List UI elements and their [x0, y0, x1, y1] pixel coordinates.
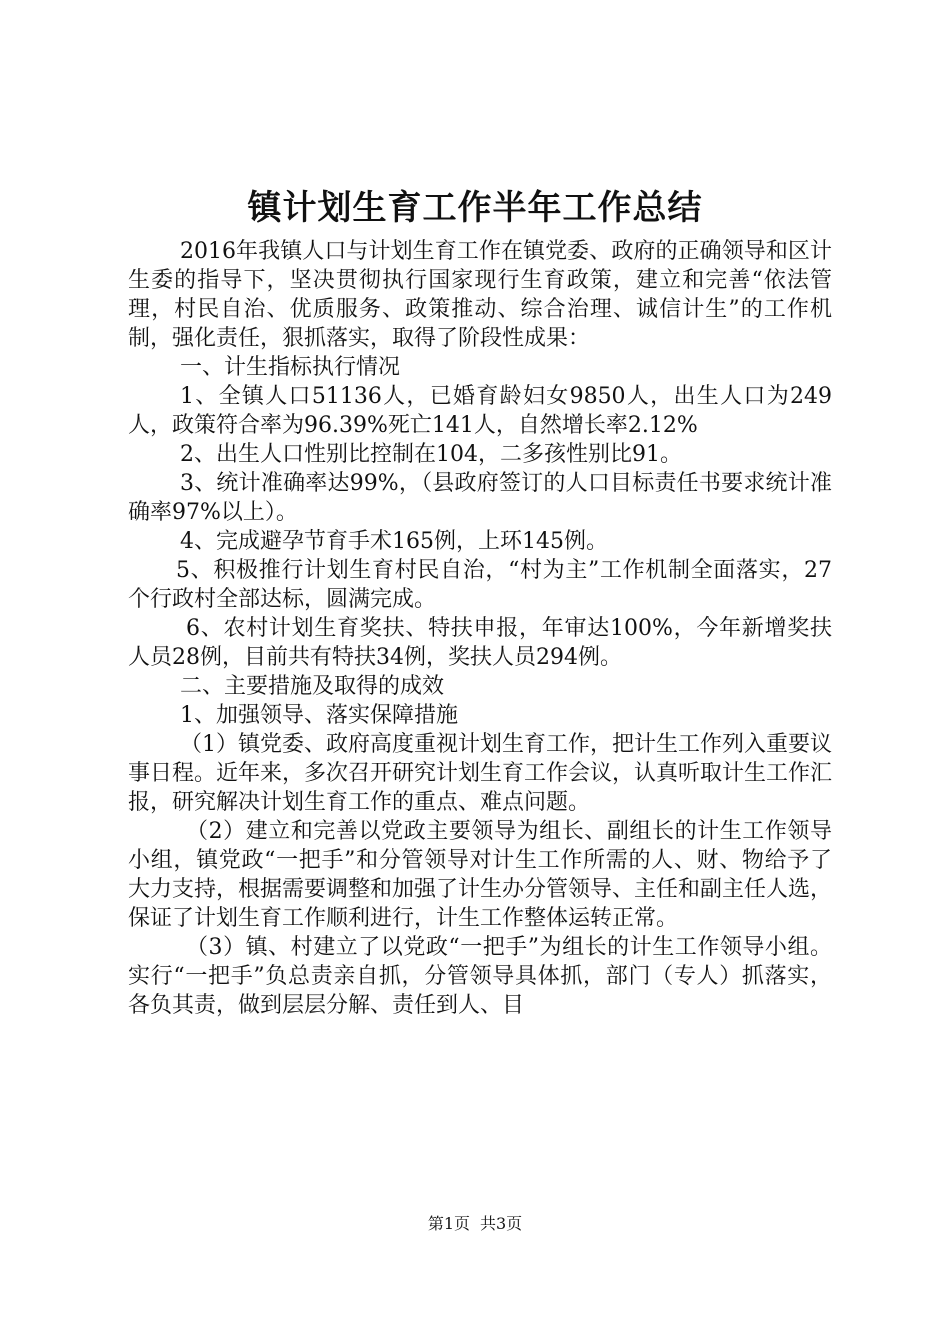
page-number: 第1页: [427, 1214, 470, 1233]
paragraph-item: 2、出生人口性别比控制在104，二多孩性别比91。: [180, 442, 682, 467]
document-body: [128, 237, 832, 1020]
subsection-heading: 1、加强领导、落实保障措施: [180, 703, 458, 728]
paragraph-intro: 2016年我镇人口与计划生育工作在镇党委、政府的正确领导和区计生委的指导下，坚决贯彻执行国家现行生育政策，建立和完善“依法管理，村民自治、优质服务、政策推动、综合治理、诚信计生”的工作机制，强化责任，狠抓落实，取得了阶段性成果：: [128, 239, 832, 351]
paragraph-item: 3、统计准确率达99%，（县政府签订的人口目标责任书要求统计准确率97%以上）。: [128, 471, 832, 525]
paragraph-item: 6、农村计划生育奖扶、特扶申报，年审达100%，今年新增奖扶人员28例，目前共有特扶34例，奖扶人员294例。: [128, 616, 832, 670]
paragraph-item: 5、积极推行计划生育村民自治，“村为主”工作机制全面落实，27个行政村全部达标，圆满完成。: [128, 558, 832, 612]
section-heading: 一、计生指标执行情况: [180, 355, 401, 380]
paragraph-item: （1）镇党委、政府高度重视计划生育工作，把计生工作列入重要议事日程。近年来，多次召开研究计划生育工作会议，认真听取计生工作汇报，研究解决计划生育工作的重点、难点问题。: [128, 732, 833, 815]
page-footer: [0, 1213, 950, 1235]
paragraph-item: （3）镇、村建立了以党政“一把手”为组长的计生工作领导小组。实行“一把手”负总责亲自抓，分管领导具体抓，部门（专人）抓落实，各负其责，做到层层分解、责任到人、目: [128, 935, 832, 1018]
paragraph-item: 4、完成避孕节育手术165例，上环145例。: [180, 529, 608, 554]
paragraph-item: 1、全镇人口51136人，已婚育龄妇女9850人，出生人口为249人，政策符合率为96.39%死亡141人，自然增长率2.12%: [128, 384, 832, 438]
paragraph-item: （2）建立和完善以党政主要领导为组长、副组长的计生工作领导小组，镇党政“一把手”和分管领导对计生工作所需的人、财、物给予了大力支持，根据需要调整和加强了计生办分管领导、主任和副主任人选，保证了计划生育工作顺利进行，计生工作整体运转正常。: [128, 819, 833, 931]
section-heading: 二、主要措施及取得的成效: [180, 674, 445, 699]
page-total: 共3页: [480, 1214, 523, 1233]
document-title: 镇计划生育工作半年工作总结: [247, 188, 703, 228]
